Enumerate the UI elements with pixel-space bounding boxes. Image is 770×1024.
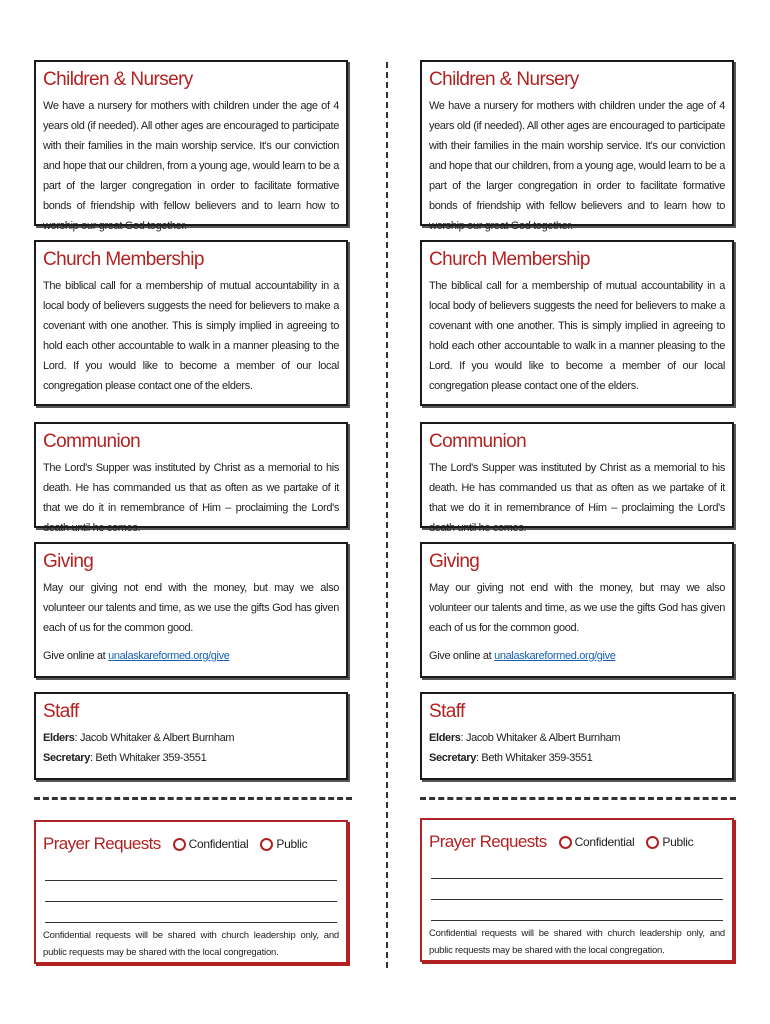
staff-secretary xyxy=(43,748,339,768)
prayer-line-1[interactable] xyxy=(431,858,723,879)
giving-heading: Giving xyxy=(43,551,94,572)
prayer-note: Confidential requests will be shared with church leadership only, and public requests may be shared with the local congregation. xyxy=(429,928,725,956)
nursery-heading: Children & Nursery xyxy=(43,69,193,90)
staff-box xyxy=(420,692,734,780)
staff-box xyxy=(34,692,348,780)
communion-box xyxy=(34,422,348,534)
horizontal-cut-line xyxy=(34,797,352,800)
staff-elders xyxy=(43,728,339,748)
nursery-box xyxy=(34,60,348,232)
elders-label: Elders xyxy=(429,732,461,744)
giving-box xyxy=(420,542,734,678)
communion-body: The Lord's Supper was instituted by Christ as a memorial to his death. He has commanded us that as often as we partake of it that we do it in remembrance of Him – proclaiming the Lord's death until he comes. xyxy=(43,462,339,534)
giving-online xyxy=(429,646,725,666)
giving-body: May our giving not end with the money, but may we also volunteer our talents and time, as we use the gifts God has given each of us for the common good. xyxy=(43,582,339,634)
membership-body: The biblical call for a membership of mutual accountability in a local body of believers suggests the need for believers to make a covenant with one another. This is simply implied in agreeing to hold each other accountable to walk in a manner pleasing to the Lord. If you would like to become a member of our local congregation please contact one of the elders. xyxy=(429,280,725,392)
secretary-label: Secretary xyxy=(429,752,476,764)
elders-value: : Jacob Whitaker & Albert Burnham xyxy=(74,732,235,744)
confidential-radio[interactable] xyxy=(559,836,572,849)
nursery-heading: Children & Nursery xyxy=(429,69,579,90)
confidential-label: Confidential xyxy=(188,837,249,851)
nursery-body: We have a nursery for mothers with children under the age of 4 years old (if needed). All other ages are encouraged to participate with their families in the main worship service. It's our conviction and hope that our children, from a young age, would learn to be a part of the larger congregation in order to facilitate formative bonds of friendship with fellow believers and to learn how to worship our great God together. xyxy=(429,100,725,232)
prayer-line-1[interactable] xyxy=(45,860,337,881)
elders-value: : Jacob Whitaker & Albert Burnham xyxy=(460,732,621,744)
nursery-box xyxy=(420,60,734,232)
horizontal-cut-line xyxy=(420,797,736,800)
vertical-cut-line xyxy=(386,62,388,968)
giving-body: May our giving not end with the money, but may we also volunteer our talents and time, as we use the gifts God has given each of us for the common good. xyxy=(429,582,725,634)
giving-online-prefix: Give online at xyxy=(43,650,109,662)
public-radio[interactable] xyxy=(646,836,659,849)
giving-online-prefix: Give online at xyxy=(429,650,495,662)
public-label: Public xyxy=(662,835,694,849)
public-radio[interactable] xyxy=(260,838,273,851)
giving-link[interactable]: unalaskareformed.org/give xyxy=(108,650,230,662)
public-option[interactable] xyxy=(260,837,307,851)
prayer-note: Confidential requests will be shared with church leadership only, and public requests may be shared with the local congregation. xyxy=(43,930,339,958)
membership-heading: Church Membership xyxy=(429,249,590,270)
communion-box xyxy=(420,422,734,534)
giving-link[interactable]: unalaskareformed.org/give xyxy=(494,650,616,662)
elders-label: Elders xyxy=(43,732,75,744)
giving-box xyxy=(34,542,348,678)
membership-heading: Church Membership xyxy=(43,249,204,270)
staff-heading: Staff xyxy=(429,701,465,722)
prayer-request-card xyxy=(420,818,734,962)
prayer-line-3[interactable] xyxy=(45,902,337,923)
secretary-value: : Beth Whitaker 359-3551 xyxy=(476,752,593,764)
secretary-value: : Beth Whitaker 359-3551 xyxy=(90,752,207,764)
membership-body: The biblical call for a membership of mutual accountability in a local body of believers suggests the need for believers to make a covenant with one another. This is simply implied in agreeing to hold each other accountable to walk in a manner pleasing to the Lord. If you would like to become a member of our local congregation please contact one of the elders. xyxy=(43,280,339,392)
secretary-label: Secretary xyxy=(43,752,90,764)
prayer-header xyxy=(429,826,725,858)
membership-box xyxy=(420,240,734,406)
staff-secretary xyxy=(429,748,725,768)
public-option[interactable] xyxy=(646,835,693,849)
giving-heading: Giving xyxy=(429,551,480,572)
prayer-line-3[interactable] xyxy=(431,900,723,921)
prayer-line-2[interactable] xyxy=(45,881,337,902)
prayer-line-2[interactable] xyxy=(431,879,723,900)
prayer-title: Prayer Requests xyxy=(429,832,547,851)
membership-box xyxy=(34,240,348,406)
confidential-option[interactable] xyxy=(173,837,249,851)
prayer-header xyxy=(43,828,339,860)
confidential-radio[interactable] xyxy=(173,838,186,851)
confidential-label: Confidential xyxy=(574,835,635,849)
nursery-body: We have a nursery for mothers with children under the age of 4 years old (if needed). All other ages are encouraged to participate with their families in the main worship service. It's our conviction and hope that our children, from a young age, would learn to be a part of the larger congregation in order to facilitate formative bonds of friendship with fellow believers and to learn how to worship our great God together. xyxy=(43,100,339,232)
prayer-title: Prayer Requests xyxy=(43,834,161,853)
communion-body: The Lord's Supper was instituted by Christ as a memorial to his death. He has commanded us that as often as we partake of it that we do it in remembrance of Him – proclaiming the Lord's death until he comes. xyxy=(429,462,725,534)
prayer-request-card xyxy=(34,820,348,964)
confidential-option[interactable] xyxy=(559,835,635,849)
communion-heading: Communion xyxy=(43,431,141,452)
communion-heading: Communion xyxy=(429,431,527,452)
public-label: Public xyxy=(276,837,308,851)
staff-heading: Staff xyxy=(43,701,79,722)
giving-online xyxy=(43,646,339,666)
staff-elders xyxy=(429,728,725,748)
